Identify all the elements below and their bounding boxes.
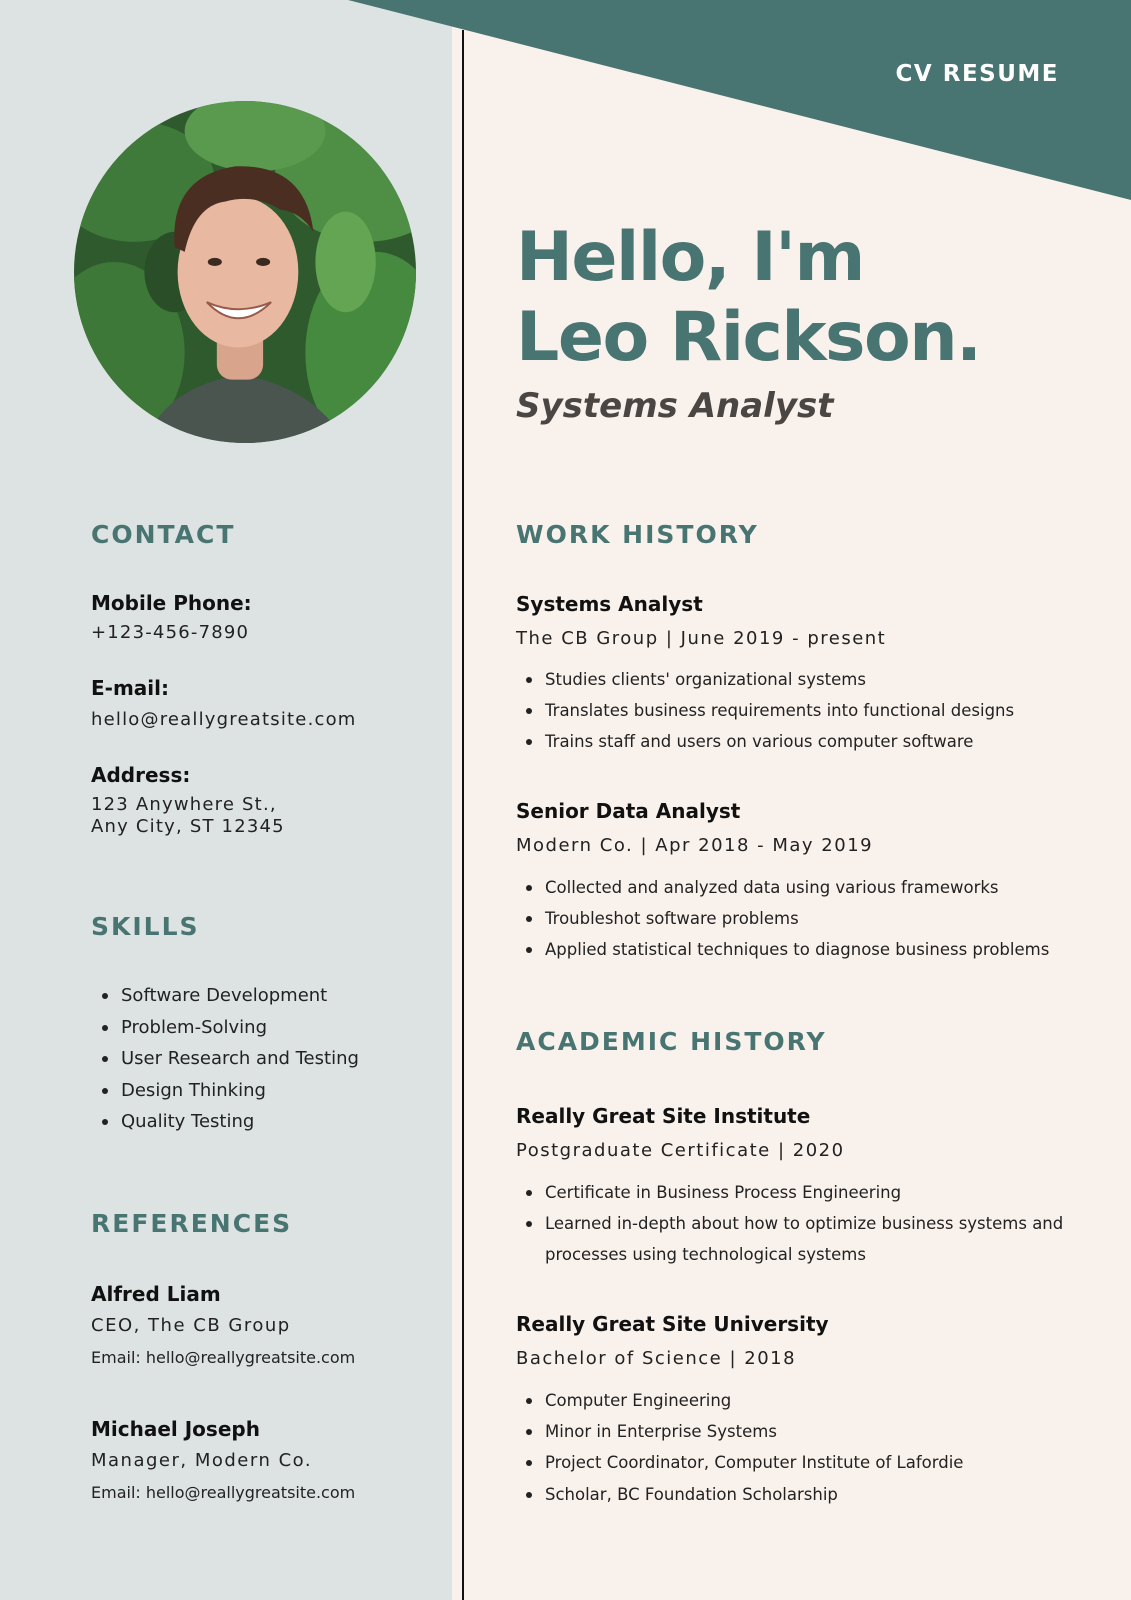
academic-2-bullets bbox=[516, 1385, 1070, 1510]
list-item: User Research and Testing bbox=[121, 1043, 359, 1075]
academic-2 bbox=[516, 1312, 829, 1369]
list-item: Trains staff and users on various computer software bbox=[545, 726, 1070, 757]
work-history-heading: WORK HISTORY bbox=[516, 520, 759, 549]
list-item: Computer Engineering bbox=[545, 1385, 1070, 1416]
phone-value: +123-456-7890 bbox=[91, 622, 250, 643]
list-item: Troubleshot software problems bbox=[545, 903, 1070, 934]
academic-history-heading: ACADEMIC HISTORY bbox=[516, 1027, 827, 1056]
address-line-2: Any City, ST 12345 bbox=[91, 816, 285, 837]
academic-1-bullets bbox=[516, 1177, 1070, 1271]
reference-role: Manager, Modern Co. bbox=[91, 1450, 313, 1471]
candidate-name: Leo Rickson. bbox=[516, 298, 981, 377]
list-item: Project Coordinator, Computer Institute of Lafordie bbox=[545, 1447, 1070, 1478]
academic-1 bbox=[516, 1104, 845, 1161]
list-item: Quality Testing bbox=[121, 1106, 359, 1138]
job-2-bullets bbox=[516, 872, 1070, 966]
reference-email: Email: hello@reallygreatsite.com bbox=[91, 1483, 356, 1502]
job-1 bbox=[516, 592, 886, 649]
greeting: Hello, I'm bbox=[516, 218, 864, 297]
job-meta: Modern Co. | Apr 2018 - May 2019 bbox=[516, 835, 874, 856]
job-meta: The CB Group | June 2019 - present bbox=[516, 628, 887, 649]
reference-name: Alfred Liam bbox=[91, 1282, 221, 1306]
reference-1 bbox=[91, 1282, 355, 1367]
list-item: Software Development bbox=[121, 980, 359, 1012]
degree-meta: Postgraduate Certificate | 2020 bbox=[516, 1140, 845, 1161]
list-item: Translates business requirements into functional designs bbox=[545, 695, 1070, 726]
job-role: Systems Analyst bbox=[516, 386, 834, 426]
skills-list bbox=[91, 980, 359, 1138]
email-value: hello@reallygreatsite.com bbox=[91, 709, 357, 730]
list-item: Learned in-depth about how to optimize business systems and processes using technological systems bbox=[545, 1208, 1070, 1270]
list-item: Applied statistical techniques to diagnose business problems bbox=[545, 934, 1070, 965]
address-label: Address: bbox=[91, 763, 191, 787]
phone-label: Mobile Phone: bbox=[91, 591, 252, 615]
headline bbox=[516, 218, 980, 378]
job-title: Senior Data Analyst bbox=[516, 799, 741, 823]
contact-phone bbox=[91, 591, 252, 644]
email-label: E-mail: bbox=[91, 676, 170, 700]
column-divider bbox=[462, 30, 464, 1600]
list-item: Studies clients' organizational systems bbox=[545, 664, 1070, 695]
contact-email bbox=[91, 676, 357, 731]
list-item: Design Thinking bbox=[121, 1075, 359, 1107]
reference-email: Email: hello@reallygreatsite.com bbox=[91, 1348, 356, 1367]
reference-2 bbox=[91, 1417, 355, 1502]
contact-heading: CONTACT bbox=[91, 520, 236, 549]
profile-photo bbox=[74, 101, 416, 443]
school-name: Really Great Site Institute bbox=[516, 1104, 811, 1128]
degree-meta: Bachelor of Science | 2018 bbox=[516, 1348, 797, 1369]
contact-address bbox=[91, 763, 285, 838]
cv-resume-label: CV RESUME bbox=[895, 61, 1059, 87]
list-item: Minor in Enterprise Systems bbox=[545, 1416, 1070, 1447]
reference-role: CEO, The CB Group bbox=[91, 1315, 291, 1336]
list-item: Collected and analyzed data using various frameworks bbox=[545, 872, 1070, 903]
list-item: Certificate in Business Process Engineering bbox=[545, 1177, 1070, 1208]
address-line-1: 123 Anywhere St., bbox=[91, 794, 277, 815]
list-item: Problem-Solving bbox=[121, 1012, 359, 1044]
skills-heading: SKILLS bbox=[91, 912, 200, 941]
job-2 bbox=[516, 799, 873, 856]
references-heading: REFERENCES bbox=[91, 1209, 293, 1238]
job-1-bullets bbox=[516, 664, 1070, 758]
job-title: Systems Analyst bbox=[516, 592, 703, 616]
list-item: Scholar, BC Foundation Scholarship bbox=[545, 1479, 1070, 1510]
school-name: Really Great Site University bbox=[516, 1312, 829, 1336]
reference-name: Michael Joseph bbox=[91, 1417, 260, 1441]
